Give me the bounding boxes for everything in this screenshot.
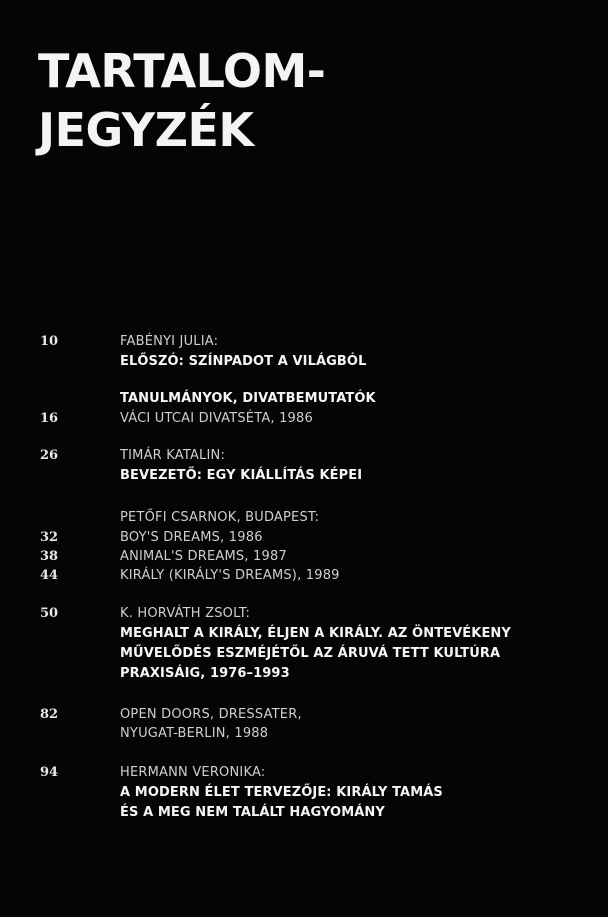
entry-title-line-1: OPEN DOORS, DRESSATER, xyxy=(120,707,302,722)
entry-title: VÁCI UTCAI DIVATSÉTA, 1986 xyxy=(120,411,313,426)
venue-label: PETŐFI CSARNOK, BUDAPEST: xyxy=(120,510,320,525)
entry-title-line-3: PRAXISÁIG, 1976–1993 xyxy=(120,666,290,681)
page-number: 26 xyxy=(40,448,59,463)
page-title-line-2: JEGYZÉK xyxy=(38,103,254,157)
entry-title: BOY'S DREAMS, 1986 xyxy=(120,530,263,545)
entry-author: TIMÁR KATALIN: xyxy=(120,448,226,463)
entry-title: ELŐSZÓ: SZÍNPADOT A VILÁGBÓL xyxy=(120,354,367,369)
page-title-line-1: TARTALOM- xyxy=(38,44,326,98)
section-heading: TANULMÁNYOK, DIVATBEMUTATÓK xyxy=(120,391,376,406)
entry-title: ANIMAL'S DREAMS, 1987 xyxy=(120,549,287,564)
page-number: 38 xyxy=(40,549,59,564)
entry-author: HERMANN VERONIKA: xyxy=(120,765,266,780)
entry-title-line-2: MŰVELŐDÉS ESZMÉJÉTŐL AZ ÁRUVÁ TETT KULTÚRA xyxy=(120,646,501,661)
page-number: 94 xyxy=(40,765,59,780)
page-number: 32 xyxy=(40,530,59,545)
page-number: 16 xyxy=(40,411,59,426)
page-number: 10 xyxy=(40,334,59,349)
entry-title-line-1: MEGHALT A KIRÁLY, ÉLJEN A KIRÁLY. AZ ÖNTEVÉKENY xyxy=(120,626,511,641)
entry-title-line-2: NYUGAT-BERLIN, 1988 xyxy=(120,726,269,741)
entry-title: KIRÁLY (KIRÁLY'S DREAMS), 1989 xyxy=(120,568,340,583)
page-number: 44 xyxy=(40,568,59,583)
entry-title-line-2: ÉS A MEG NEM TALÁLT HAGYOMÁNY xyxy=(120,805,385,820)
page-title xyxy=(38,42,325,160)
page-number: 50 xyxy=(40,606,59,621)
entry-title-line-1: A MODERN ÉLET TERVEZŐJE: KIRÁLY TAMÁS xyxy=(120,785,443,800)
entry-author: FABÉNYI JULIA: xyxy=(120,334,219,349)
page-number: 82 xyxy=(40,707,59,722)
entry-title: BEVEZETŐ: EGY KIÁLLÍTÁS KÉPEI xyxy=(120,468,363,483)
entry-author: K. HORVÁTH ZSOLT: xyxy=(120,606,251,621)
